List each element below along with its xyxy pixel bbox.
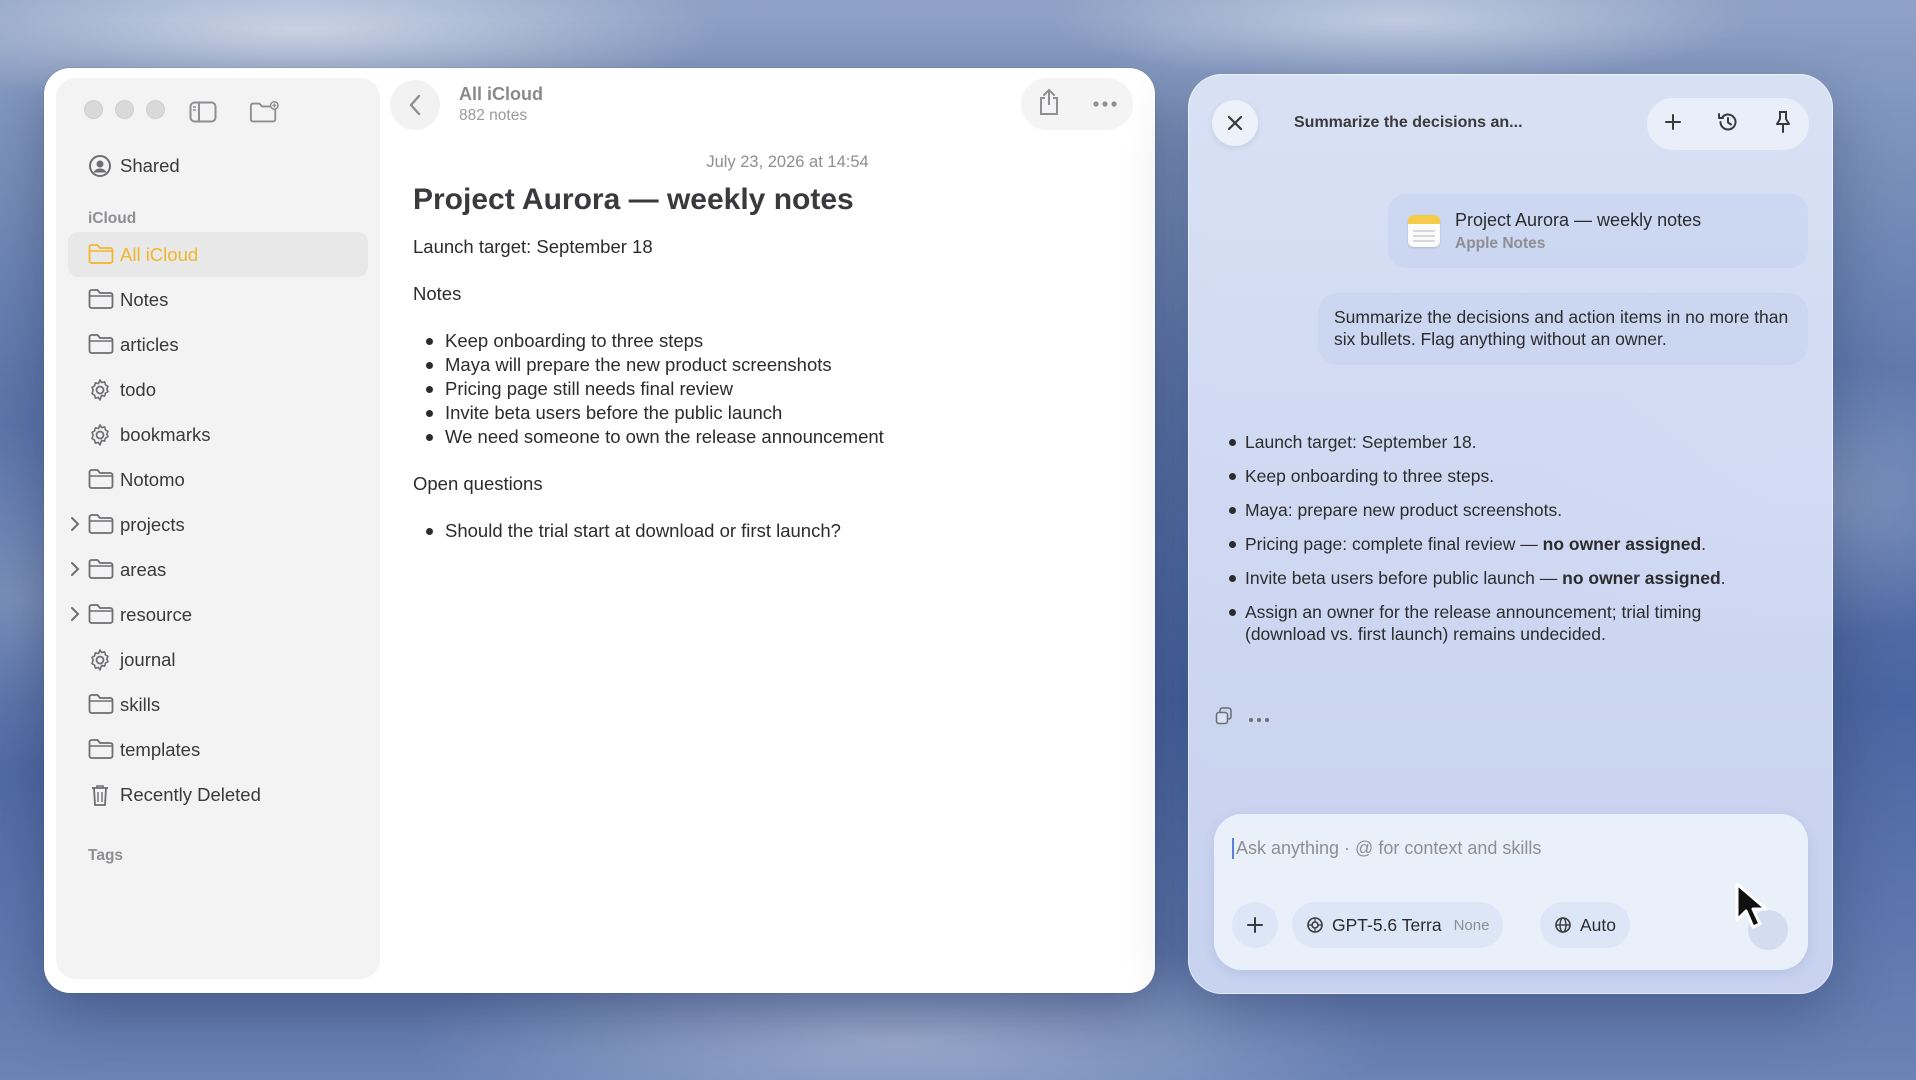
gear-icon: [88, 423, 114, 445]
sidebar-item-notes[interactable]: [68, 277, 368, 322]
close-icon: [1227, 115, 1243, 131]
minimize-window-button[interactable]: [115, 100, 134, 119]
sidebar-item-label: projects: [120, 513, 185, 535]
note-bullet-list: [413, 329, 1113, 449]
model-name: GPT-5.6 Terra: [1332, 914, 1442, 935]
list-item: Keep onboarding to three steps.: [1228, 465, 1728, 487]
model-selector[interactable]: [1292, 902, 1503, 948]
context-attachment[interactable]: [1388, 194, 1808, 268]
folder-icon: [88, 243, 114, 265]
list-item: Maya will prepare the new product screenshots: [413, 353, 1113, 377]
user-message: Summarize the decisions and action items in no more than six bullets. Flag anything without an owner.: [1318, 293, 1808, 365]
note-area: [380, 68, 1155, 993]
list-item: Maya: prepare new product screenshots.: [1228, 499, 1728, 521]
conversation-title: Summarize the decisions an...: [1294, 114, 1523, 131]
close-button[interactable]: [1212, 100, 1258, 146]
list-item: Launch target: September 18.: [1228, 431, 1728, 453]
sidebar-item-label: resource: [120, 603, 192, 625]
chevron-left-icon: [408, 94, 422, 116]
list-item: Should the trial start at download or first launch?: [413, 519, 1113, 543]
sidebar-section-tags: Tags: [88, 847, 124, 864]
notes-window: [44, 68, 1155, 993]
sidebar-item-recently-deleted[interactable]: [68, 772, 368, 817]
more-icon[interactable]: [1248, 710, 1270, 728]
model-icon: [1306, 916, 1324, 934]
composer: [1214, 814, 1808, 970]
note-date: July 23, 2026 at 14:54: [706, 153, 869, 171]
sidebar-item-templates[interactable]: [68, 727, 368, 772]
sidebar-item-label: Shared: [120, 154, 180, 176]
sidebar-item-label: todo: [120, 378, 157, 400]
reasoning-level: None: [1453, 916, 1490, 934]
list-item: Invite beta users before the public launch: [413, 401, 1113, 425]
history-icon[interactable]: [1716, 110, 1740, 139]
folder-icon: [88, 693, 114, 715]
list-item: Assign an owner for the release announcement; trial timing (download vs. first launch) remains undecided.: [1228, 601, 1728, 645]
add-context-button[interactable]: [1232, 902, 1278, 948]
sidebar-item-skills[interactable]: [68, 682, 368, 727]
folder-icon: [88, 333, 114, 355]
sidebar-section-icloud: iCloud: [88, 210, 137, 227]
sidebar-item-label: skills: [120, 693, 161, 715]
share-icon[interactable]: [1037, 88, 1061, 121]
folder-icon: [88, 738, 114, 760]
gear-icon: [88, 648, 114, 670]
chevron-right-icon[interactable]: [70, 605, 82, 623]
sidebar-item-label: bookmarks: [120, 423, 211, 445]
sidebar-list: [56, 143, 380, 869]
sidebar-item-notomo[interactable]: [68, 457, 368, 502]
note-title: Project Aurora — weekly notes: [413, 183, 854, 216]
sidebar-item-label: Notes: [120, 288, 169, 310]
notes-app-icon: [1408, 215, 1440, 247]
chevron-right-icon[interactable]: [70, 560, 82, 578]
note-editor[interactable]: [413, 183, 1113, 566]
toggle-sidebar-icon[interactable]: [188, 100, 218, 124]
assistant-reply: [1228, 431, 1728, 657]
sidebar-item-label: Recently Deleted: [120, 783, 261, 805]
sidebar-item-resource[interactable]: [68, 592, 368, 637]
note-toolbar: [1021, 78, 1133, 130]
close-window-button[interactable]: [84, 100, 103, 119]
list-item: Pricing page still needs final review: [413, 377, 1113, 401]
note-paragraph: Launch target: September 18: [413, 236, 653, 257]
folder-icon: [88, 513, 114, 535]
reply-actions: [1214, 706, 1270, 731]
zoom-window-button[interactable]: [146, 100, 165, 119]
list-item: Invite beta users before public launch — no owner assigned.: [1228, 567, 1728, 589]
sidebar-item-label: templates: [120, 738, 201, 760]
back-button[interactable]: [390, 80, 440, 130]
folder-icon: [88, 558, 114, 580]
list-item: We need someone to own the release announcement: [413, 425, 1113, 449]
folder-icon: [88, 468, 114, 490]
sidebar-item-articles[interactable]: [68, 322, 368, 367]
assistant-toolbar: [1647, 98, 1809, 150]
more-icon[interactable]: [1092, 95, 1118, 113]
list-item: Keep onboarding to three steps: [413, 329, 1113, 353]
folder-icon: [88, 288, 114, 310]
person-circle-icon: [88, 154, 114, 176]
sidebar-item-label: journal: [120, 648, 176, 670]
copy-icon[interactable]: [1214, 706, 1234, 731]
list-item: Pricing page: complete final review — no owner assigned.: [1228, 533, 1728, 555]
prompt-input[interactable]: [1232, 838, 1772, 859]
new-folder-icon[interactable]: [249, 100, 279, 124]
gear-icon: [88, 378, 114, 400]
sidebar-item-label: Notomo: [120, 468, 185, 490]
attachment-title: Project Aurora — weekly notes: [1455, 210, 1702, 230]
note-count: 882 notes: [459, 107, 528, 124]
new-chat-icon[interactable]: [1663, 112, 1683, 137]
sidebar-item-label: All iCloud: [120, 243, 199, 265]
sidebar-item-label: areas: [120, 558, 167, 580]
note-heading: Notes: [413, 283, 462, 304]
sidebar-item-journal[interactable]: [68, 637, 368, 682]
chevron-right-icon[interactable]: [70, 515, 82, 533]
folder-title: All iCloud: [459, 84, 543, 104]
sidebar-item-areas[interactable]: [68, 547, 368, 592]
plus-icon: [1246, 916, 1264, 934]
sidebar-item-label: articles: [120, 333, 179, 355]
note-heading: Open questions: [413, 473, 543, 494]
folder-icon: [88, 603, 114, 625]
sidebar-item-all-icloud[interactable]: [68, 232, 368, 277]
sidebar-item-shared[interactable]: [68, 143, 368, 188]
attachment-source: Apple Notes: [1455, 235, 1546, 252]
window-controls: [84, 100, 165, 119]
sidebar-item-bookmarks[interactable]: [68, 412, 368, 457]
mode-label: Auto: [1580, 914, 1616, 935]
mode-selector[interactable]: [1540, 902, 1630, 948]
sidebar-item-projects[interactable]: [68, 502, 368, 547]
trash-icon: [88, 783, 114, 805]
sidebar: [56, 78, 380, 979]
sidebar-item-todo[interactable]: [68, 367, 368, 412]
assistant-panel: [1188, 74, 1833, 994]
pin-icon[interactable]: [1773, 110, 1793, 139]
note-bullet-list: [413, 519, 1113, 543]
mouse-cursor-icon: [1733, 880, 1777, 932]
globe-icon: [1554, 916, 1572, 934]
